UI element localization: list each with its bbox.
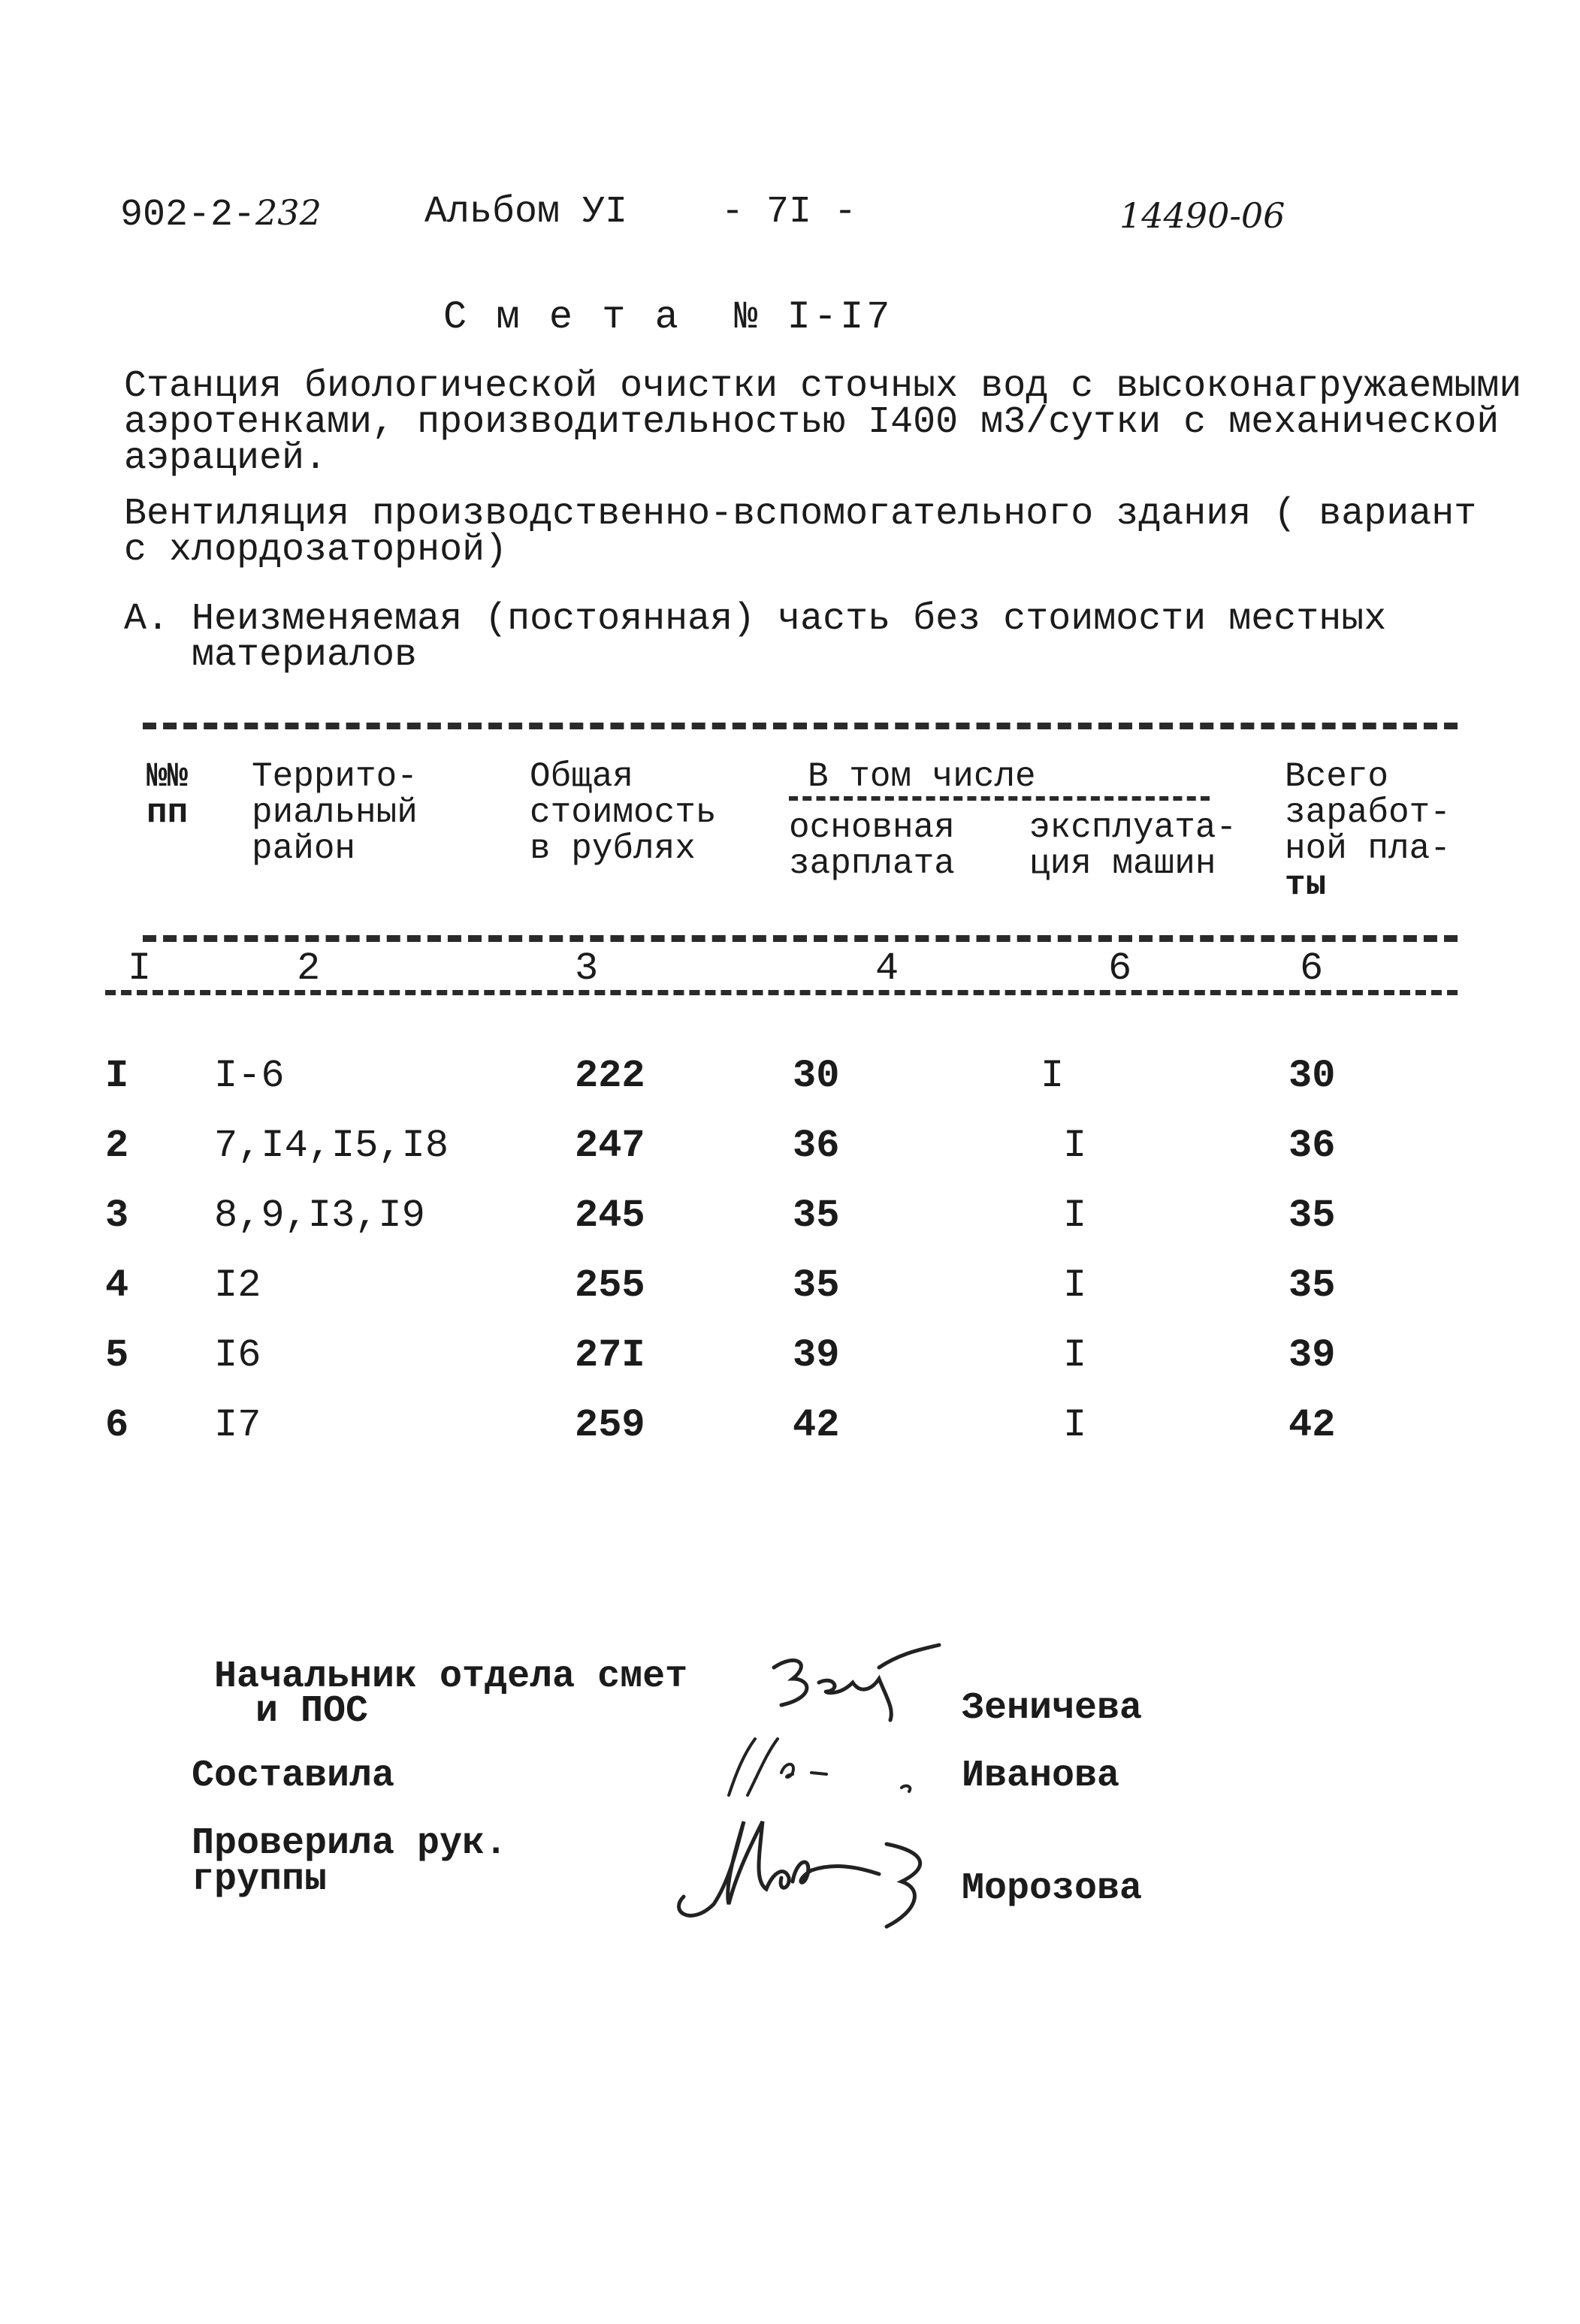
table-cell-salary: 36 <box>793 1124 840 1168</box>
table-cell-total: 27I <box>575 1333 645 1378</box>
description-line-1: Станция биологической очистки сточных вод с высоконагружаемыми <box>124 365 1522 408</box>
col-salary-header-line: зарплата <box>789 844 955 883</box>
album-code <box>120 192 322 237</box>
col-salary-header-line: основная <box>789 808 955 847</box>
table-cell-wages: 42 <box>1288 1403 1336 1447</box>
description-line-4: Вентиляция производственно-вспомогательного здания ( вариант <box>124 493 1477 536</box>
col-num-header <box>147 759 188 831</box>
table-cell-wages: 35 <box>1288 1194 1336 1238</box>
col-territory-header-line: район <box>252 829 356 868</box>
col-territory-header <box>252 759 418 867</box>
column-number: 3 <box>575 946 599 991</box>
head-of-department-title-line2: и ПОС <box>255 1690 369 1733</box>
page-number: - 7I - <box>721 191 857 234</box>
table-cell-territory: I6 <box>214 1333 261 1378</box>
description-line-2: аэротенками, производительностью I400 м3/сутки с механической <box>124 401 1500 444</box>
table-cell-num: 4 <box>105 1263 129 1308</box>
table-cell-salary: 35 <box>793 1194 840 1238</box>
composer-signature <box>699 1720 939 1803</box>
table-cell-num: 6 <box>105 1403 129 1447</box>
table-cell-wages: 30 <box>1288 1054 1336 1098</box>
table-cell-machines: I <box>1063 1263 1087 1308</box>
table-cell-salary: 35 <box>793 1263 840 1308</box>
column-numbers-top-rule <box>143 935 1458 942</box>
table-cell-total: 255 <box>575 1263 645 1308</box>
table-cell-salary: 42 <box>793 1403 840 1447</box>
column-number: 6 <box>1300 946 1324 991</box>
col-machines-header <box>1029 810 1237 882</box>
table-cell-machines: I <box>1063 1124 1087 1168</box>
album-code-printed: 902-2- <box>120 194 256 237</box>
table-cell-wages: 39 <box>1288 1333 1336 1378</box>
composed-label: Составила <box>192 1755 395 1797</box>
doc-number: 14490-06 <box>1119 195 1285 236</box>
table-cell-total: 245 <box>575 1194 645 1238</box>
column-number: 2 <box>297 946 321 991</box>
col-wages-header-line: ной пла- <box>1285 829 1451 868</box>
col-territory-header-line: риальный <box>252 793 418 832</box>
table-cell-wages: 36 <box>1288 1124 1336 1168</box>
table-top-rule <box>143 723 1458 729</box>
table-cell-machines: I <box>1063 1333 1087 1378</box>
col-num-header-line: пп <box>147 793 189 832</box>
col-total-header-line: в рублях <box>530 829 696 868</box>
table-cell-territory: 8,9,I3,I9 <box>214 1194 425 1238</box>
checked-label-line1: Проверила рук. <box>192 1822 508 1865</box>
col-wages-header-line: Всего <box>1285 757 1389 796</box>
table-cell-num: 5 <box>105 1333 129 1378</box>
table-cell-total: 247 <box>575 1124 645 1168</box>
description-line-5: с хлордозаторной) <box>124 529 508 572</box>
col-wages-header <box>1285 759 1451 903</box>
album-label: Альбом УI <box>424 191 628 234</box>
col-num-header-line: №№ <box>147 757 189 796</box>
album-code-handwritten: 232 <box>255 192 322 233</box>
table-cell-territory: I7 <box>214 1403 261 1447</box>
table-cell-num: 2 <box>105 1124 129 1168</box>
column-number: I <box>128 946 152 991</box>
head-signature <box>751 1637 947 1728</box>
table-cell-territory: 7,I4,I5,I8 <box>214 1124 449 1168</box>
table-cell-machines: I <box>1063 1194 1087 1238</box>
composer-name: Иванова <box>962 1755 1120 1797</box>
column-number: 6 <box>1108 946 1132 991</box>
table-cell-num: I <box>105 1054 129 1098</box>
table-cell-wages: 35 <box>1288 1263 1336 1308</box>
col-total-header-line: стоимость <box>530 793 717 832</box>
table-cell-num: 3 <box>105 1194 129 1238</box>
head-of-department-title: Начальник отдела смет <box>214 1655 688 1698</box>
col-group-rule <box>789 796 1210 801</box>
col-total-header <box>530 759 716 867</box>
checker-signature <box>661 1799 954 1930</box>
col-wages-header-line: ты <box>1285 865 1327 904</box>
col-machines-header-line: эксплуата- <box>1029 808 1237 847</box>
column-numbers-bottom-rule <box>105 990 1458 995</box>
section-line-2: материалов <box>192 634 418 677</box>
column-number: 4 <box>875 946 899 991</box>
table-cell-salary: 39 <box>793 1333 840 1378</box>
checked-label-line2: группы <box>192 1858 328 1901</box>
description-line-3: аэрацией. <box>124 437 328 480</box>
table-cell-machines: I <box>1063 1403 1087 1447</box>
col-total-header-line: Общая <box>530 757 634 796</box>
table-cell-machines: I <box>1041 1054 1065 1098</box>
table-cell-territory: I-6 <box>214 1054 285 1098</box>
table-cell-total: 222 <box>575 1054 645 1098</box>
table-cell-total: 259 <box>575 1403 645 1447</box>
col-machines-header-line: ция машин <box>1029 844 1216 883</box>
col-salary-header <box>789 810 955 882</box>
checker-name: Морозова <box>962 1867 1143 1910</box>
col-group-header: В том числе <box>808 757 1036 796</box>
table-cell-salary: 30 <box>793 1054 840 1098</box>
head-name: Зеничева <box>962 1687 1143 1730</box>
col-wages-header-line: заработ- <box>1285 793 1451 832</box>
col-territory-header-line: Террито- <box>252 757 418 796</box>
page-title: С м е т а № I-I7 <box>443 295 893 340</box>
section-line-1: А. Неизменяемая (постоянная) часть без стоимости местных <box>124 598 1387 641</box>
table-cell-territory: I2 <box>214 1263 261 1308</box>
